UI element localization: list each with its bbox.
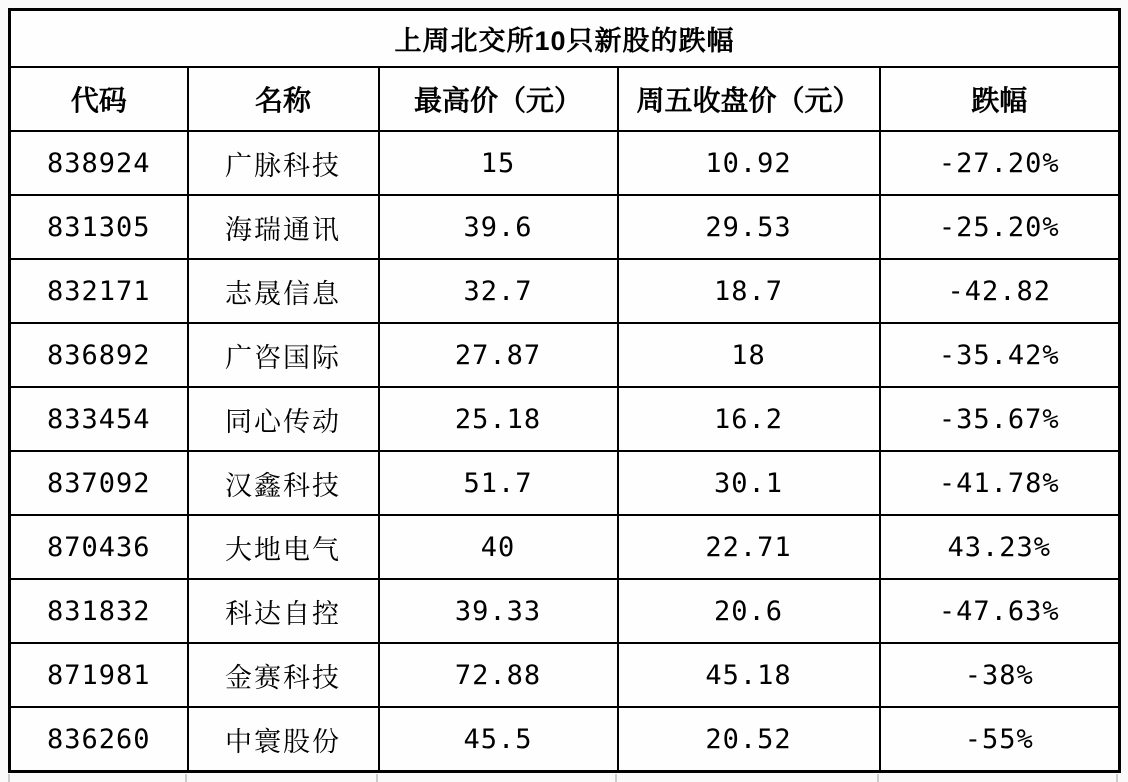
- cell-name: 志晟信息: [188, 259, 379, 323]
- cell-friday-close: 45.18: [618, 643, 880, 707]
- column-header-name: 名称: [188, 67, 379, 131]
- cell-decline: -47.63%: [880, 579, 1120, 643]
- cropped-next-row: [0, 772, 1128, 782]
- cell-friday-close: 10.92: [618, 131, 880, 195]
- cell-name: 广脉科技: [188, 131, 379, 195]
- cell-friday-close: 20.6: [618, 579, 880, 643]
- cell-code: 833454: [10, 387, 188, 451]
- cell-code: 871981: [10, 643, 188, 707]
- table-row: [10, 259, 1120, 323]
- cell-code: 836260: [10, 707, 188, 772]
- cell-friday-close: 29.53: [618, 195, 880, 259]
- gridline-stub: [615, 774, 617, 782]
- cell-code: 832171: [10, 259, 188, 323]
- gridline-stub: [8, 774, 10, 782]
- cell-name: 广咨国际: [188, 323, 379, 387]
- column-header-code: 代码: [10, 67, 188, 131]
- cell-code: 831832: [10, 579, 188, 643]
- cell-code: 870436: [10, 515, 188, 579]
- gridline-stub: [376, 774, 378, 782]
- cell-name: 海瑞通讯: [188, 195, 379, 259]
- table-row: [10, 579, 1120, 643]
- cell-high-price: 15: [379, 131, 618, 195]
- column-header-decline: 跌幅: [880, 67, 1120, 131]
- table-body: [10, 131, 1120, 772]
- stock-decline-table: [8, 8, 1121, 773]
- cell-high-price: 25.18: [379, 387, 618, 451]
- table-row: [10, 451, 1120, 515]
- cell-code: 838924: [10, 131, 188, 195]
- cell-decline: -38%: [880, 643, 1120, 707]
- cell-high-price: 27.87: [379, 323, 618, 387]
- column-header-high-price: 最高价（元）: [379, 67, 618, 131]
- gridline-stub: [185, 774, 187, 782]
- cell-decline: -27.20%: [880, 131, 1120, 195]
- cell-friday-close: 16.2: [618, 387, 880, 451]
- table-title-row: [10, 10, 1120, 68]
- table-row: [10, 643, 1120, 707]
- cell-friday-close: 20.52: [618, 707, 880, 772]
- cell-name: 科达自控: [188, 579, 379, 643]
- cell-high-price: 32.7: [379, 259, 618, 323]
- cell-decline: -41.78%: [880, 451, 1120, 515]
- gridline-stub: [1116, 774, 1118, 782]
- cell-decline: -42.82: [880, 259, 1120, 323]
- cell-name: 金赛科技: [188, 643, 379, 707]
- table-row: [10, 707, 1120, 772]
- column-header-friday-close: 周五收盘价（元）: [618, 67, 880, 131]
- cell-name: 大地电气: [188, 515, 379, 579]
- cell-decline: -25.20%: [880, 195, 1120, 259]
- table-title: 上周北交所10只新股的跌幅: [10, 10, 1120, 68]
- cell-code: 837092: [10, 451, 188, 515]
- cell-high-price: 39.6: [379, 195, 618, 259]
- table-row: [10, 195, 1120, 259]
- cell-decline: 43.23%: [880, 515, 1120, 579]
- table-header-row: [10, 67, 1120, 131]
- cell-decline: -55%: [880, 707, 1120, 772]
- cell-name: 同心传动: [188, 387, 379, 451]
- cell-high-price: 72.88: [379, 643, 618, 707]
- cell-friday-close: 22.71: [618, 515, 880, 579]
- cell-high-price: 45.5: [379, 707, 618, 772]
- cell-decline: -35.42%: [880, 323, 1120, 387]
- table-row: [10, 387, 1120, 451]
- cell-name: 中寰股份: [188, 707, 379, 772]
- cell-friday-close: 18: [618, 323, 880, 387]
- table-row: [10, 131, 1120, 195]
- cell-friday-close: 18.7: [618, 259, 880, 323]
- gridline-stub: [877, 774, 879, 782]
- cell-high-price: 40: [379, 515, 618, 579]
- cell-code: 831305: [10, 195, 188, 259]
- cell-friday-close: 30.1: [618, 451, 880, 515]
- table-row: [10, 515, 1120, 579]
- cell-high-price: 51.7: [379, 451, 618, 515]
- table-row: [10, 323, 1120, 387]
- cell-name: 汉鑫科技: [188, 451, 379, 515]
- cell-high-price: 39.33: [379, 579, 618, 643]
- cell-code: 836892: [10, 323, 188, 387]
- cell-decline: -35.67%: [880, 387, 1120, 451]
